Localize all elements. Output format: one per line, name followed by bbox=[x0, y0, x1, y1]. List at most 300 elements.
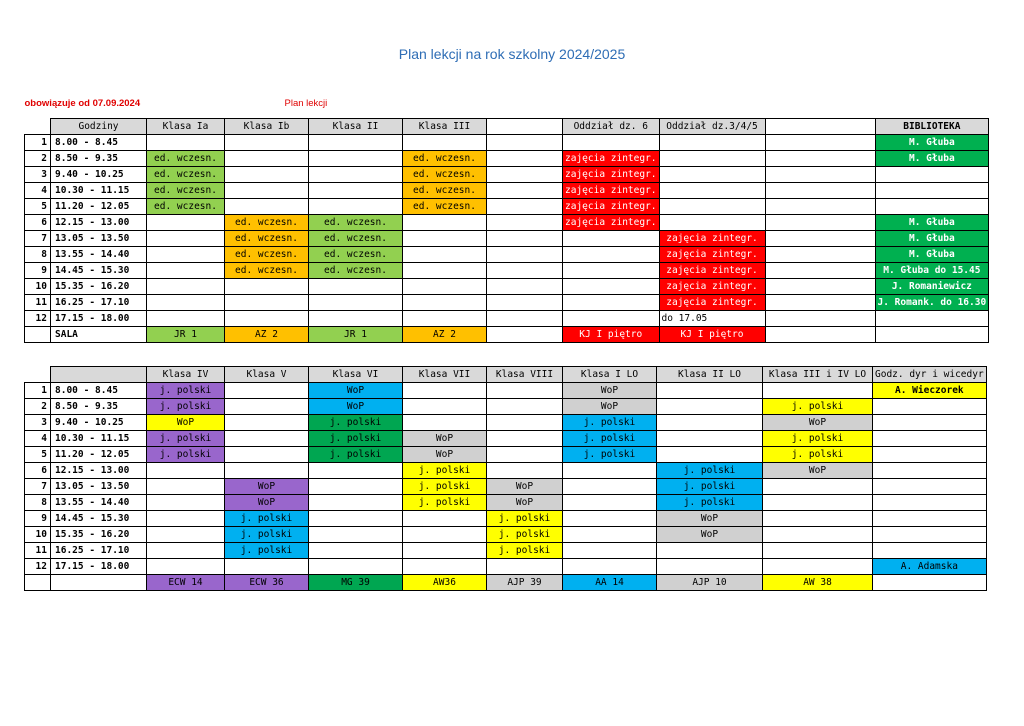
schedule-cell: j. polski bbox=[657, 495, 763, 511]
schedule-cell bbox=[403, 263, 487, 279]
room-label bbox=[51, 575, 147, 591]
schedule-cell bbox=[309, 479, 403, 495]
schedule-cell bbox=[765, 167, 875, 183]
schedule-cell: M. Głuba do 15.45 bbox=[875, 263, 989, 279]
schedule-cell bbox=[657, 559, 763, 575]
schedule-cell bbox=[147, 279, 225, 295]
schedule-cell bbox=[657, 399, 763, 415]
schedule-cell bbox=[309, 511, 403, 527]
room-cell bbox=[875, 327, 989, 343]
period-number: 8 bbox=[25, 247, 51, 263]
schedule-cell bbox=[225, 447, 309, 463]
schedule-cell: j. polski bbox=[309, 447, 403, 463]
schedule-cell bbox=[563, 511, 657, 527]
schedule-cell bbox=[873, 447, 987, 463]
column-header: Klasa Ia bbox=[147, 119, 225, 135]
schedule-cell: j. polski bbox=[147, 383, 225, 399]
schedule-cell bbox=[763, 543, 873, 559]
room-cell: AA 14 bbox=[563, 575, 657, 591]
schedule-cell bbox=[873, 527, 987, 543]
column-header: Klasa VI bbox=[309, 367, 403, 383]
schedule-cell bbox=[765, 135, 875, 151]
schedule-cell bbox=[487, 463, 563, 479]
schedule-cell: j. polski bbox=[147, 399, 225, 415]
period-number: 10 bbox=[25, 279, 51, 295]
schedule-cell bbox=[657, 415, 763, 431]
schedule-cell bbox=[147, 527, 225, 543]
period-hours: 15.35 - 16.20 bbox=[51, 279, 147, 295]
room-number-cell bbox=[25, 327, 51, 343]
schedule-cell: WoP bbox=[657, 511, 763, 527]
schedule-cell: J. Romank. do 16.30 bbox=[875, 295, 989, 311]
room-cell bbox=[873, 575, 987, 591]
room-cell: AZ 2 bbox=[225, 327, 309, 343]
room-cell: ECW 14 bbox=[147, 575, 225, 591]
table-row bbox=[25, 215, 989, 231]
schedule-cell bbox=[487, 215, 563, 231]
room-label: SALA bbox=[51, 327, 147, 343]
schedule-cell bbox=[225, 431, 309, 447]
schedule-cell bbox=[487, 295, 563, 311]
schedule-cell: M. Głuba bbox=[875, 247, 989, 263]
schedule-cell: M. Głuba bbox=[875, 231, 989, 247]
schedule-cell bbox=[763, 479, 873, 495]
period-number: 2 bbox=[25, 151, 51, 167]
schedule-cell bbox=[563, 559, 657, 575]
schedule-cell: WoP bbox=[763, 415, 873, 431]
schedule-cell bbox=[563, 495, 657, 511]
period-hours: 8.00 - 8.45 bbox=[51, 135, 147, 151]
column-header: Klasa IV bbox=[147, 367, 225, 383]
table-row bbox=[25, 511, 987, 527]
room-cell: JR 1 bbox=[309, 327, 403, 343]
schedule-cell bbox=[659, 167, 765, 183]
schedule-cell bbox=[225, 199, 309, 215]
schedule-cell: j. polski bbox=[403, 495, 487, 511]
schedule-cell: ed. wczesn. bbox=[147, 183, 225, 199]
period-number: 11 bbox=[25, 543, 51, 559]
schedule-cell bbox=[309, 279, 403, 295]
schedule-cell: ed. wczesn. bbox=[147, 167, 225, 183]
column-header: BIBLIOTEKA bbox=[875, 119, 989, 135]
schedule-cell: zajęcia zintegr. bbox=[563, 151, 660, 167]
table-row bbox=[25, 559, 987, 575]
table-row bbox=[25, 199, 989, 215]
room-cell bbox=[487, 327, 563, 343]
schedule-cell bbox=[487, 263, 563, 279]
period-number: 1 bbox=[25, 383, 51, 399]
schedule-cell bbox=[225, 463, 309, 479]
column-header: Klasa Ib bbox=[225, 119, 309, 135]
schedule-cell: ed. wczesn. bbox=[309, 231, 403, 247]
schedule-cell bbox=[763, 511, 873, 527]
schedule-cell bbox=[873, 543, 987, 559]
room-cell: MG 39 bbox=[309, 575, 403, 591]
schedule-cell bbox=[403, 295, 487, 311]
schedule-cell bbox=[765, 279, 875, 295]
schedule-cell bbox=[225, 279, 309, 295]
schedule-cell: j. polski bbox=[225, 543, 309, 559]
schedule-cell bbox=[147, 311, 225, 327]
table-row bbox=[25, 151, 989, 167]
schedule-cell bbox=[487, 559, 563, 575]
schedule-cell bbox=[309, 311, 403, 327]
schedule-cell: ed. wczesn. bbox=[403, 167, 487, 183]
schedule-cell: ed. wczesn. bbox=[225, 263, 309, 279]
period-hours: 10.30 - 11.15 bbox=[51, 183, 147, 199]
schedule-cell: zajęcia zintegr. bbox=[563, 167, 660, 183]
room-cell: KJ I piętro bbox=[659, 327, 765, 343]
schedule-cell bbox=[403, 399, 487, 415]
schedule-cell bbox=[657, 383, 763, 399]
schedule-cell bbox=[765, 247, 875, 263]
schedule-cell bbox=[659, 135, 765, 151]
schedule-cell: WoP bbox=[487, 495, 563, 511]
schedule-cell: do 17.05 bbox=[659, 311, 765, 327]
schedule-cell bbox=[487, 247, 563, 263]
schedule-cell: zajęcia zintegr. bbox=[659, 231, 765, 247]
schedule-cell: j. polski bbox=[147, 447, 225, 463]
room-cell: AZ 2 bbox=[403, 327, 487, 343]
room-cell: AJP 39 bbox=[487, 575, 563, 591]
schedule-cell bbox=[763, 559, 873, 575]
schedule-cell bbox=[873, 495, 987, 511]
schedule-cell bbox=[225, 135, 309, 151]
room-number-cell bbox=[25, 575, 51, 591]
schedule-cell bbox=[563, 543, 657, 559]
valid-from-note: obowiązuje od 07.09.2024 bbox=[24, 97, 141, 109]
schedule-cell bbox=[487, 415, 563, 431]
schedule-cell: ed. wczesn. bbox=[309, 263, 403, 279]
schedule-cell bbox=[563, 231, 660, 247]
room-cell: JR 1 bbox=[147, 327, 225, 343]
schedule-cell bbox=[657, 431, 763, 447]
schedule-cell bbox=[487, 447, 563, 463]
column-header: Klasa II LO bbox=[657, 367, 763, 383]
schedule-cell bbox=[403, 231, 487, 247]
schedule-cell bbox=[563, 311, 660, 327]
schedule-cell bbox=[873, 431, 987, 447]
table-row bbox=[25, 495, 987, 511]
schedule-cell: zajęcia zintegr. bbox=[563, 215, 660, 231]
schedule-cell: zajęcia zintegr. bbox=[659, 247, 765, 263]
schedule-cell: J. Romaniewicz bbox=[875, 279, 989, 295]
room-row bbox=[25, 575, 987, 591]
schedule-cell bbox=[875, 167, 989, 183]
schedule-cell bbox=[225, 383, 309, 399]
header-row bbox=[25, 119, 989, 135]
schedule-cell bbox=[147, 479, 225, 495]
schedule-cell: A. Wieczorek bbox=[873, 383, 987, 399]
column-header bbox=[51, 367, 147, 383]
schedule-cell: j. polski bbox=[225, 511, 309, 527]
schedule-cell bbox=[765, 311, 875, 327]
period-hours: 14.45 - 15.30 bbox=[51, 511, 147, 527]
period-hours: 13.55 - 14.40 bbox=[51, 247, 147, 263]
schedule-cell bbox=[309, 167, 403, 183]
timetable-primary bbox=[24, 88, 989, 343]
schedule-cell: WoP bbox=[225, 495, 309, 511]
schedule-cell bbox=[225, 311, 309, 327]
schedule-cell bbox=[487, 135, 563, 151]
schedule-cell: WoP bbox=[403, 431, 487, 447]
period-number: 7 bbox=[25, 479, 51, 495]
schedule-cell bbox=[487, 431, 563, 447]
table-row bbox=[25, 311, 989, 327]
schedule-cell: zajęcia zintegr. bbox=[659, 295, 765, 311]
schedule-cell bbox=[309, 151, 403, 167]
schedule-cell bbox=[403, 135, 487, 151]
schedule-cell: M. Głuba bbox=[875, 215, 989, 231]
schedule-cell: WoP bbox=[309, 383, 403, 399]
schedule-cell bbox=[403, 527, 487, 543]
schedule-cell bbox=[873, 415, 987, 431]
schedule-cell: j. polski bbox=[309, 431, 403, 447]
schedule-cell bbox=[873, 479, 987, 495]
schedule-cell bbox=[403, 543, 487, 559]
period-hours: 8.50 - 9.35 bbox=[51, 151, 147, 167]
schedule-cell bbox=[147, 295, 225, 311]
schedule-cell bbox=[657, 543, 763, 559]
table-row bbox=[25, 447, 987, 463]
schedule-cell: ed. wczesn. bbox=[147, 151, 225, 167]
table-row bbox=[25, 263, 989, 279]
column-header: Klasa I LO bbox=[563, 367, 657, 383]
schedule-cell bbox=[659, 151, 765, 167]
room-cell: ECW 36 bbox=[225, 575, 309, 591]
schedule-cell: ed. wczesn. bbox=[225, 215, 309, 231]
table-row bbox=[25, 247, 989, 263]
period-hours: 17.15 - 18.00 bbox=[51, 311, 147, 327]
schedule-cell bbox=[403, 559, 487, 575]
room-cell: AW 38 bbox=[763, 575, 873, 591]
schedule-cell: ed. wczesn. bbox=[309, 215, 403, 231]
schedule-cell bbox=[225, 167, 309, 183]
period-number: 7 bbox=[25, 231, 51, 247]
schedule-cell bbox=[765, 199, 875, 215]
schedule-cell: j. polski bbox=[763, 431, 873, 447]
period-number: 3 bbox=[25, 167, 51, 183]
schedule-cell: WoP bbox=[563, 399, 657, 415]
period-hours: 13.05 - 13.50 bbox=[51, 479, 147, 495]
schedule-cell: j. polski bbox=[563, 415, 657, 431]
table-row bbox=[25, 383, 987, 399]
column-header: Klasa II bbox=[309, 119, 403, 135]
column-header: Klasa V bbox=[225, 367, 309, 383]
table-row bbox=[25, 479, 987, 495]
schedule-cell: j. polski bbox=[657, 463, 763, 479]
column-header: Godz. dyr i wicedyr bbox=[873, 367, 987, 383]
schedule-cell: j. polski bbox=[657, 479, 763, 495]
schedule-cell bbox=[563, 135, 660, 151]
schedule-cell bbox=[765, 215, 875, 231]
schedule-cell: WoP bbox=[309, 399, 403, 415]
period-number: 10 bbox=[25, 527, 51, 543]
schedule-cell: WoP bbox=[487, 479, 563, 495]
period-number: 3 bbox=[25, 415, 51, 431]
schedule-cell bbox=[875, 183, 989, 199]
schedule-cell bbox=[403, 383, 487, 399]
period-number: 9 bbox=[25, 263, 51, 279]
column-header bbox=[487, 119, 563, 135]
schedule-cell bbox=[487, 383, 563, 399]
schedule-cell bbox=[659, 215, 765, 231]
period-hours: 17.15 - 18.00 bbox=[51, 559, 147, 575]
schedule-cell bbox=[563, 279, 660, 295]
column-header: Klasa VII bbox=[403, 367, 487, 383]
schedule-cell bbox=[147, 463, 225, 479]
table-row bbox=[25, 463, 987, 479]
schedule-cell bbox=[403, 247, 487, 263]
corner-cell bbox=[25, 119, 51, 135]
schedule-cell bbox=[563, 263, 660, 279]
schedule-cell bbox=[225, 399, 309, 415]
schedule-cell bbox=[765, 263, 875, 279]
room-cell: AW36 bbox=[403, 575, 487, 591]
schedule-cell: ed. wczesn. bbox=[147, 199, 225, 215]
schedule-cell: ed. wczesn. bbox=[403, 183, 487, 199]
column-header: Klasa III bbox=[403, 119, 487, 135]
schedule-cell: M. Głuba bbox=[875, 135, 989, 151]
room-cell: KJ I piętro bbox=[563, 327, 660, 343]
schedule-cell bbox=[563, 479, 657, 495]
schedule-cell: WoP bbox=[657, 527, 763, 543]
period-hours: 9.40 - 10.25 bbox=[51, 415, 147, 431]
schedule-cell: ed. wczesn. bbox=[225, 247, 309, 263]
header-row bbox=[25, 367, 987, 383]
corner-cell bbox=[25, 367, 51, 383]
schedule-cell bbox=[309, 559, 403, 575]
schedule-cell: zajęcia zintegr. bbox=[659, 279, 765, 295]
schedule-cell bbox=[659, 183, 765, 199]
schedule-cell: j. polski bbox=[487, 511, 563, 527]
table-row bbox=[25, 183, 989, 199]
period-hours: 9.40 - 10.25 bbox=[51, 167, 147, 183]
period-number: 5 bbox=[25, 199, 51, 215]
period-hours: 11.20 - 12.05 bbox=[51, 199, 147, 215]
period-hours: 12.15 - 13.00 bbox=[51, 463, 147, 479]
schedule-cell bbox=[147, 543, 225, 559]
schedule-cell bbox=[765, 151, 875, 167]
schedule-cell bbox=[563, 527, 657, 543]
schedule-cell bbox=[873, 399, 987, 415]
schedule-cell bbox=[147, 495, 225, 511]
schedule-cell: WoP bbox=[763, 463, 873, 479]
period-number: 4 bbox=[25, 431, 51, 447]
column-header: Klasa III i IV LO bbox=[763, 367, 873, 383]
table-row bbox=[25, 543, 987, 559]
schedule-cell bbox=[765, 183, 875, 199]
schedule-cell bbox=[659, 199, 765, 215]
table-row bbox=[25, 135, 989, 151]
schedule-cell bbox=[763, 527, 873, 543]
schedule-cell bbox=[487, 151, 563, 167]
period-hours: 15.35 - 16.20 bbox=[51, 527, 147, 543]
schedule-cell bbox=[487, 399, 563, 415]
schedule-cell bbox=[487, 311, 563, 327]
schedule-cell: M. Głuba bbox=[875, 151, 989, 167]
schedule-cell: j. polski bbox=[147, 431, 225, 447]
period-number: 6 bbox=[25, 463, 51, 479]
column-header bbox=[765, 119, 875, 135]
timetable-secondary bbox=[24, 366, 987, 591]
schedule-cell: j. polski bbox=[487, 543, 563, 559]
schedule-cell bbox=[225, 559, 309, 575]
schedule-cell bbox=[309, 527, 403, 543]
schedule-cell: j. polski bbox=[563, 431, 657, 447]
period-hours: 16.25 - 17.10 bbox=[51, 543, 147, 559]
schedule-cell bbox=[487, 183, 563, 199]
period-hours: 12.15 - 13.00 bbox=[51, 215, 147, 231]
period-number: 12 bbox=[25, 559, 51, 575]
column-header: Klasa VIII bbox=[487, 367, 563, 383]
schedule-cell: j. polski bbox=[309, 415, 403, 431]
period-number: 6 bbox=[25, 215, 51, 231]
table-row bbox=[25, 415, 987, 431]
period-number: 8 bbox=[25, 495, 51, 511]
table-row bbox=[25, 399, 987, 415]
schedule-cell: j. polski bbox=[763, 447, 873, 463]
schedule-cell bbox=[309, 543, 403, 559]
schedule-cell bbox=[309, 295, 403, 311]
schedule-cell: j. polski bbox=[403, 463, 487, 479]
period-number: 9 bbox=[25, 511, 51, 527]
schedule-cell: WoP bbox=[225, 479, 309, 495]
document-title: Plan lekcji na rok szkolny 2024/2025 bbox=[398, 46, 626, 62]
schedule-cell bbox=[873, 511, 987, 527]
schedule-cell bbox=[309, 183, 403, 199]
schedule-cell bbox=[309, 135, 403, 151]
schedule-cell: zajęcia zintegr. bbox=[659, 263, 765, 279]
schedule-cell bbox=[225, 183, 309, 199]
schedule-cell: ed. wczesn. bbox=[225, 231, 309, 247]
schedule-cell: zajęcia zintegr. bbox=[563, 199, 660, 215]
schedule-cell bbox=[309, 199, 403, 215]
schedule-cell bbox=[147, 135, 225, 151]
table-row bbox=[25, 231, 989, 247]
period-number: 1 bbox=[25, 135, 51, 151]
period-hours: 14.45 - 15.30 bbox=[51, 263, 147, 279]
schedule-cell bbox=[763, 495, 873, 511]
schedule-cell bbox=[563, 295, 660, 311]
schedule-cell: j. polski bbox=[563, 447, 657, 463]
period-hours: 8.50 - 9.35 bbox=[51, 399, 147, 415]
schedule-cell bbox=[309, 463, 403, 479]
schedule-cell: j. polski bbox=[763, 399, 873, 415]
column-header: Oddział dz. 6 bbox=[563, 119, 660, 135]
schedule-cell: ed. wczesn. bbox=[403, 151, 487, 167]
schedule-cell: j. polski bbox=[487, 527, 563, 543]
schedule-cell bbox=[487, 279, 563, 295]
schedule-cell bbox=[225, 415, 309, 431]
column-header: Oddział dz.3/4/5 bbox=[659, 119, 765, 135]
table-row bbox=[25, 295, 989, 311]
schedule-cell: A. Adamska bbox=[873, 559, 987, 575]
table-row bbox=[25, 167, 989, 183]
table-row bbox=[25, 431, 987, 447]
schedule-cell bbox=[763, 383, 873, 399]
schedule-cell bbox=[765, 231, 875, 247]
schedule-cell bbox=[403, 279, 487, 295]
schedule-cell: WoP bbox=[403, 447, 487, 463]
period-hours: 13.05 - 13.50 bbox=[51, 231, 147, 247]
schedule-cell bbox=[403, 311, 487, 327]
schedule-cell bbox=[403, 511, 487, 527]
table-row bbox=[25, 279, 989, 295]
period-number: 12 bbox=[25, 311, 51, 327]
schedule-cell: ed. wczesn. bbox=[309, 247, 403, 263]
schedule-cell bbox=[873, 463, 987, 479]
